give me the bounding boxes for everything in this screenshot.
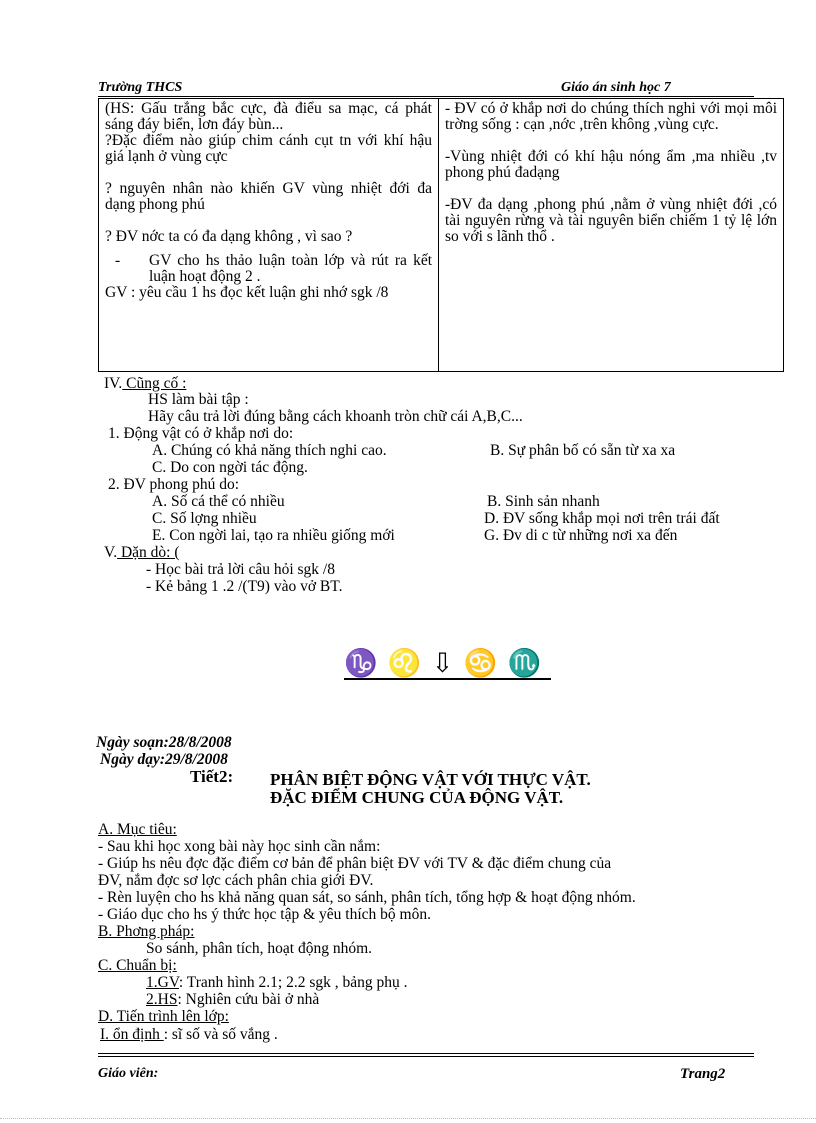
homework-heading [104,544,180,561]
footer-page-number: Trang2 [680,1066,726,1082]
answer-2d: D. ĐV sống khắp mọi nơi trên trái đất [484,510,720,527]
zodiac-divider-icon: ♑♌⇩♋♏ [344,648,552,678]
lesson-title-1: PHÂN BIỆT ĐỘNG VẬT VỚI THỰC VẬT. [270,770,591,789]
prep-hs-text: : Nghiên cứu bài ở nhà [177,991,320,1008]
table-left-cell [99,99,439,372]
date-prepared: Ngày soạn:28/8/2008 [96,734,232,751]
homework-heading-text: Dặn dò: ( [117,544,180,561]
table-left-line: ? nguyên nhân nào khiến GV vùng nhiệt đới đa dạng phong phú [105,180,432,213]
header-subject: Giáo án sinh học 7 [561,80,671,95]
date-taught: Ngày dạy:29/8/2008 [100,751,228,768]
lesson-table [98,98,784,372]
section-d-heading: D. Tiến trình lên lớp: [98,1008,229,1025]
answer-1b: B. Sự phân bố có sẵn từ xa xa [490,442,676,459]
review-line: HS làm bài tập : [148,391,249,408]
review-heading-num: IV. [104,375,123,392]
table-right-cell [439,99,784,372]
table-left-line: - GV cho hs thảo luận toàn lớp và rút ra kết luận hoạt động 2 . [115,252,432,285]
page-edge-dots [0,1118,816,1119]
homework-heading-num: V. [104,544,118,561]
section-c-heading: C. Chuẩn bị: [98,957,177,974]
prep-hs-line [146,991,319,1008]
prep-gv-label: 1.GV [146,974,179,991]
stabilize-text: : sĩ số và số vắng . [163,1026,278,1043]
lesson-title-2: ĐẶC ĐIỂM CHUNG CỦA ĐỘNG VẬT. [270,788,564,807]
table-right-line: -ĐV đa dạng ,phong phú ,nằm ở vùng nhiệt đới ,có tài nguyên rừng và tài nguyên biển chiếm 1 tỷ lệ lớn so với s lãnh thổ . [445,196,777,245]
prep-hs-label: 2.HS [146,991,178,1008]
stabilize-label: I. ổn định [100,1026,164,1043]
objective-line: - Giáo dục cho hs ý thức học tập & yêu thích bộ môn. [98,906,431,923]
section-b-heading: B. Phơng pháp: [98,923,195,940]
table-left-line: ? ĐV nớc ta có đa dạng không , vì sao ? [105,228,353,245]
answer-2g: G. Đv di c từ những nơi xa đến [484,527,678,544]
lesson-number: Tiết2: [190,767,234,786]
answer-2c: C. Số lợng nhiều [152,510,257,527]
section-a-heading: A. Mục tiêu: [98,821,177,838]
objective-line: ĐV, nắm đợc sơ lợc cách phân chia giới ĐV. [98,872,374,889]
table-left-line: (HS: Gấu trắng bắc cực, đà điểu sa mạc, cá phát sáng đáy biển, lơn đáy bùn... [105,100,432,133]
answer-1a: A. Chúng có khả năng thích nghi cao. [152,442,387,459]
footer-teacher: Giáo viên: [98,1066,159,1081]
stabilize-line [100,1026,278,1043]
table-right-line: - ĐV có ở khắp nơi do chúng thích nghi với mọi môi trờng sống : cạn ,nớc ,trên không ,vùng cực. [445,100,777,133]
prep-gv-text: : Tranh hình 2.1; 2.2 sgk , bảng phụ . [178,974,408,991]
question-2: 2. ĐV phong phú do: [108,476,240,493]
homework-line: - Kẻ bảng 1 .2 /(T9) vào vở BT. [146,578,343,595]
question-1: 1. Động vật có ở khắp nơi do: [108,425,294,442]
method-line: So sánh, phân tích, hoạt động nhóm. [146,940,373,957]
review-heading-text: Cũng cố : [122,375,187,392]
header-school: Trường THCS [98,80,183,95]
table-left-text: GV cho hs thảo luận toàn lớp và rút ra kết luận hoạt động 2 . [149,252,432,285]
review-heading [104,375,186,392]
prep-gv-line [146,974,408,991]
table-left-line: GV : yêu cầu 1 hs đọc kết luận ghi nhớ sgk /8 [105,284,389,301]
answer-2a: A. Số cá thể có nhiều [152,493,285,510]
answer-1c: C. Do con ngời tác động. [152,459,308,476]
objective-line: - Sau khi học xong bài này học sinh cần nắm: [98,838,381,855]
objective-line: - Rèn luyện cho hs khả năng quan sát, so sánh, phân tích, tổng hợp & hoạt động nhóm. [98,889,636,906]
answer-2b: B. Sinh sản nhanh [487,493,600,510]
answer-2e: E. Con ngời lai, tạo ra nhiều giống mới [152,527,395,544]
table-left-line: ?Đặc điểm nào giúp chim cánh cụt tn với khí hậu giá lạnh ở vùng cực [105,132,432,165]
review-line: Hãy câu trả lời đúng bằng cách khoanh tròn chữ cái A,B,C... [148,408,523,425]
objective-line: - Giúp hs nêu đợc đặc điểm cơ bản để phân biệt ĐV với TV & đặc điểm chung của [98,855,612,872]
footer-rule-2 [98,1056,754,1057]
header-rule [98,96,754,97]
homework-line: - Học bài trả lời câu hỏi sgk /8 [146,561,335,578]
table-right-line: -Vùng nhiệt đới có khí hậu nóng ẩm ,ma nhiều ,tv phong phú đadạng [445,148,777,181]
footer-rule [98,1053,754,1054]
